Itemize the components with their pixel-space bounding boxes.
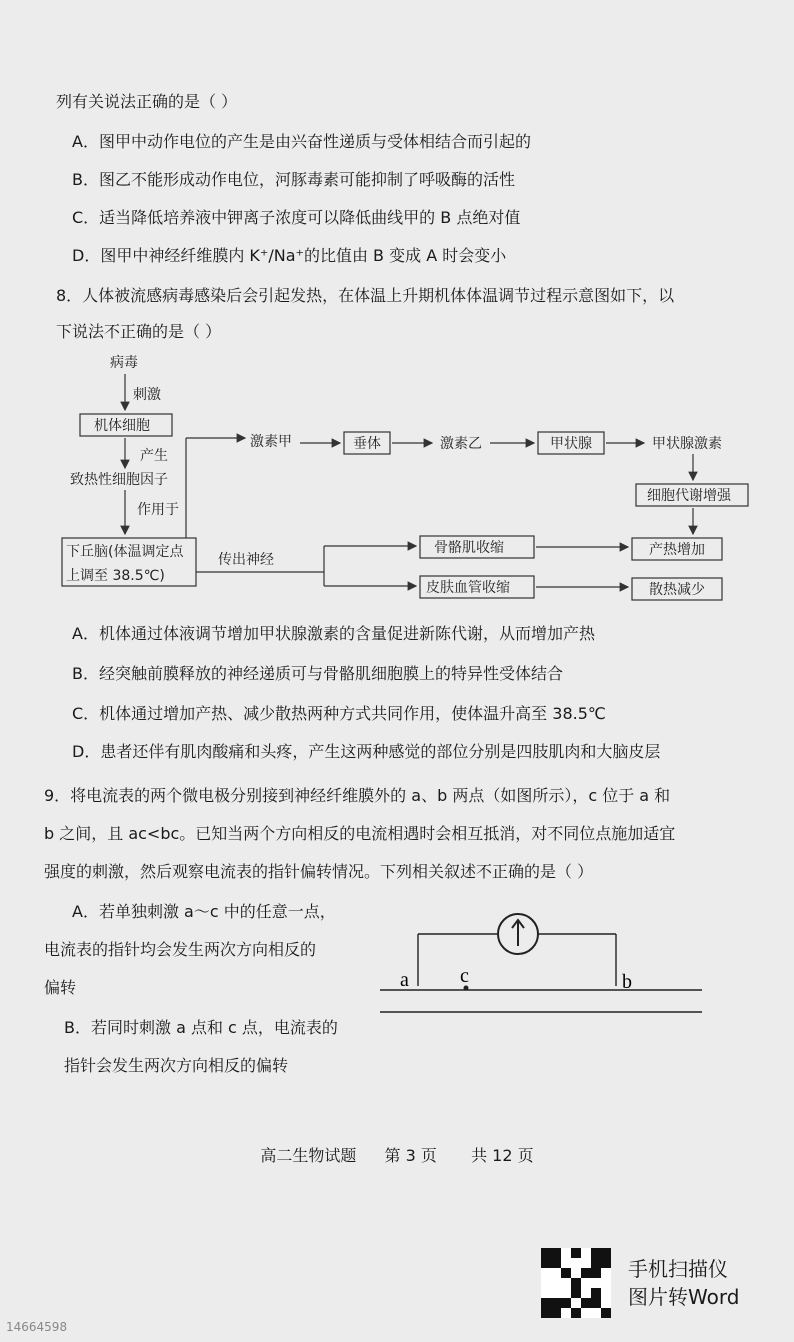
footer-total: 共 12 页 [471,1146,534,1165]
qr-code-icon [541,1248,611,1318]
q8-option-d: D．患者还伴有肌肉酸痛和头疼，产生这两种感觉的部位分别是四肢肌肉和大脑皮层 [72,742,661,761]
q8-option-c: C．机体通过增加产热、减少散热两种方式共同作用，使体温升高至 38.5℃ [72,704,606,723]
diagram-stimulate: 刺激 [133,387,161,403]
diagram-act-on: 作用于 [137,502,179,518]
footer-subject: 高二生物试题 [260,1146,357,1165]
thermoregulation-diagram [0,350,794,612]
diagram-efferent: 传出神经 [218,552,274,568]
diagram-pyrogen: 致热性细胞因子 [70,472,168,488]
diagram-thyroid: 甲状腺 [550,436,592,452]
q9-option-a-line1: A．若单独刺激 a～c 中的任意一点， [72,902,336,921]
diagram-vessel: 皮肤血管收缩 [426,580,510,596]
diagram-hormone-b: 激素乙 [440,436,482,452]
diagram-thyroxine: 甲状腺激素 [652,436,722,452]
q8-option-b: B．经突触前膜释放的神经递质可与骨骼肌细胞膜上的特异性受体结合 [72,664,563,683]
nerve-fiber-galvanometer-diagram [370,906,710,1022]
q9-option-a-line3: 偏转 [44,978,77,997]
diagram-pituitary: 垂体 [353,436,381,452]
q7-stem-tail: 列有关说法正确的是（ ） [56,92,238,111]
point-c-label: c [460,965,469,987]
diagram-hypothalamus-line1: 下丘脑(体温调定点 [66,544,184,560]
q8-stem-line2: 下说法不正确的是（ ） [56,322,222,341]
q7-option-a: A．图甲中动作电位的产生是由兴奋性递质与受体相结合而引起的 [72,132,531,151]
q8-option-a: A．机体通过体液调节增加甲状腺激素的含量促进新陈代谢，从而增加产热 [72,624,595,643]
q8-stem-line1: 8．人体被流感病毒感染后会引起发热，在体温上升期机体体温调节过程示意图如下，以 [56,286,675,305]
brand-line1: 手机扫描仪 [628,1257,728,1281]
diagram-heat-up: 产热增加 [649,542,705,558]
diagram-hormone-a: 激素甲 [250,434,292,450]
q7-option-d: D．图甲中神经纤维膜内 K⁺/Na⁺的比值由 B 变成 A 时会变小 [72,246,507,265]
q9-stem-line2: b 之间，且 ac<bc。已知当两个方向相反的电流相遇时会相互抵消，对不同位点施加适宜 [44,824,676,843]
document-serial: 14664598 [6,1320,68,1334]
diagram-muscle: 骨骼肌收缩 [434,540,504,556]
q9-option-b-line2: 指针会发生两次方向相反的偏转 [64,1056,289,1075]
q9-option-b-line1: B．若同时刺激 a 点和 c 点，电流表的 [64,1018,338,1037]
diagram-produce: 产生 [140,448,168,464]
q9-stem-line1: 9．将电流表的两个微电极分别接到神经纤维膜外的 a、b 两点（如图所示），c 位于 a 和 [44,786,671,805]
diagram-body-cell: 机体细胞 [94,418,150,434]
diagram-metabolism: 细胞代谢增强 [647,488,731,504]
page-footer [0,1143,794,1166]
diagram-heat-down: 散热减少 [649,582,705,598]
q9-option-a-line2: 电流表的指针均会发生两次方向相反的 [44,940,317,959]
diagram-virus: 病毒 [110,355,138,371]
brand-line2: 图片转Word [628,1285,740,1309]
diagram-hypothalamus-line2: 上调至 38.5℃) [66,568,165,584]
point-b-label: b [622,971,632,993]
q7-option-c: C．适当降低培养液中钾离子浓度可以降低曲线甲的 B 点绝对值 [72,208,521,227]
point-a-label: a [400,969,409,991]
q7-option-b: B．图乙不能形成动作电位，河豚毒素可能抑制了呼吸酶的活性 [72,170,515,189]
q9-stem-line3: 强度的刺激，然后观察电流表的指针偏转情况。下列相关叙述不正确的是（ ） [44,862,594,881]
footer-page: 第 3 页 [384,1146,437,1165]
